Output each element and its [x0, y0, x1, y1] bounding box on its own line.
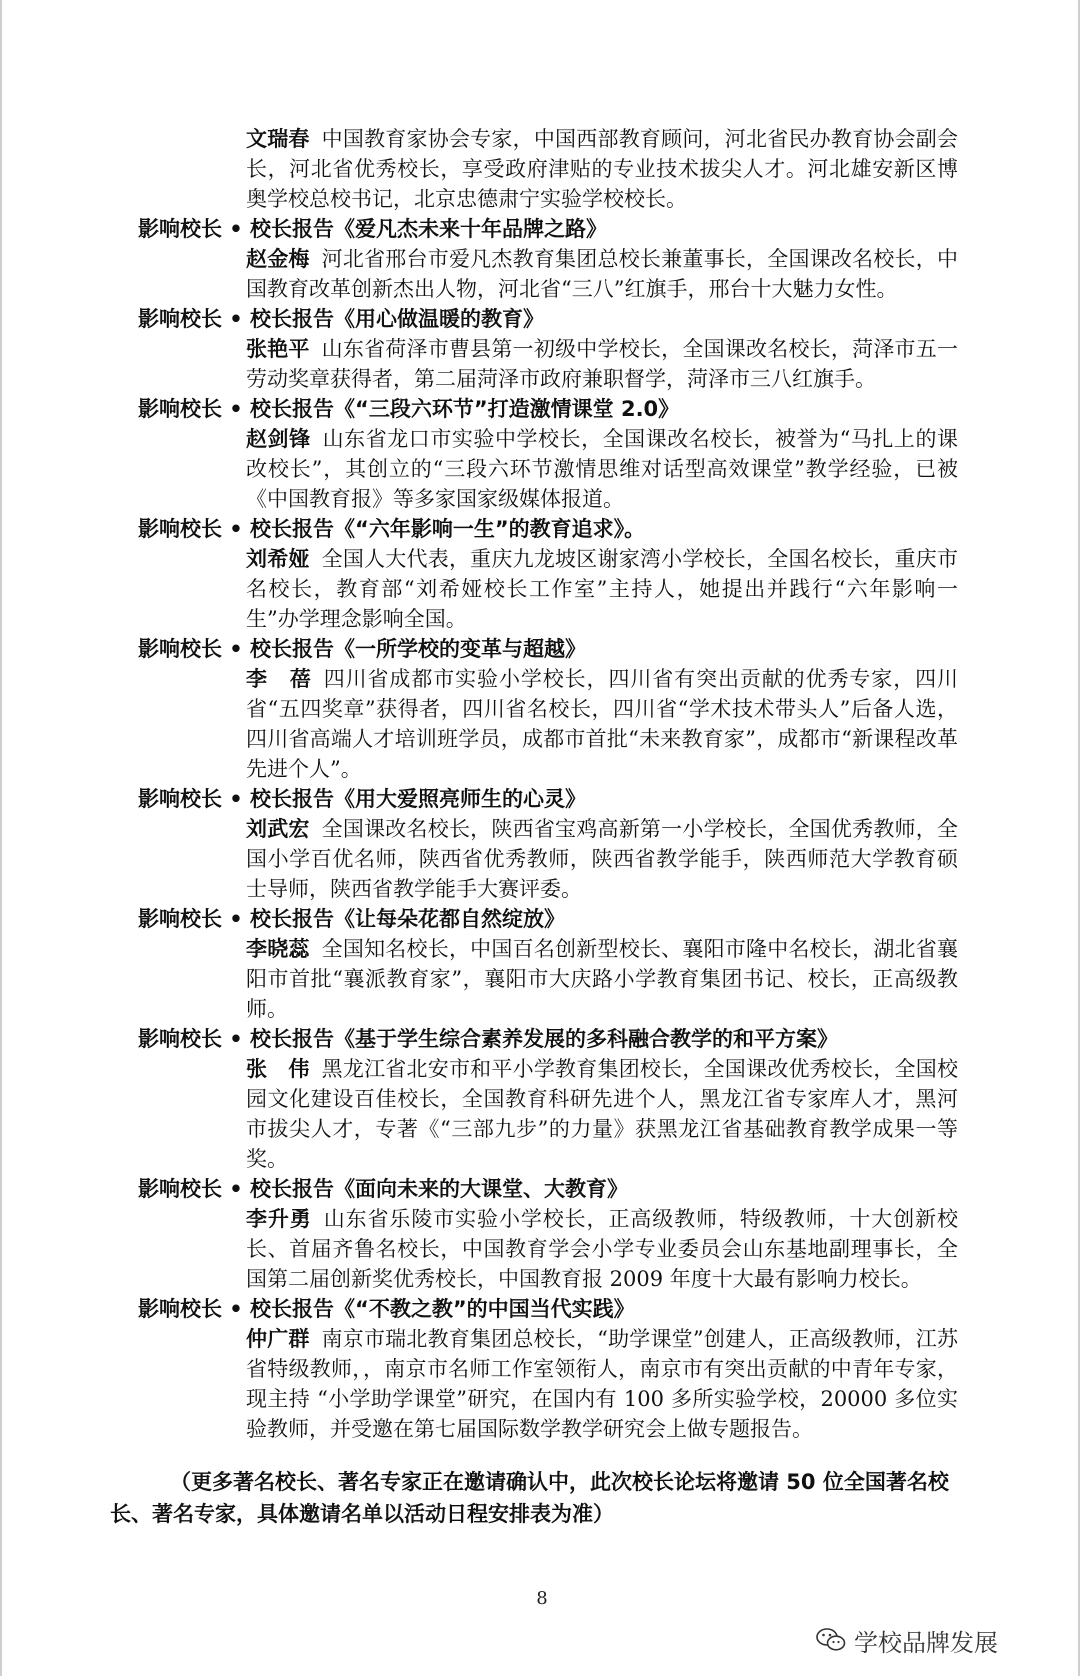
speaker-description: 全国知名校长，中国百名创新型校长、襄阳市隆中名校长，湖北省襄阳市首批“襄派教育家”，襄阳市大庆路小学教育集团书记、校长，正高级教师。 — [246, 937, 958, 1021]
speaker-bio — [138, 934, 958, 1024]
speaker-bio — [138, 334, 958, 394]
speaker-list — [138, 124, 958, 1444]
speaker-bio — [138, 1324, 958, 1444]
speaker-description: 山东省乐陵市实验小学校长，正高级教师，特级教师，十大创新校长、首届齐鲁名校长，中国教育学会小学专业委员会山东基地副理事长，全国第二届创新奖优秀校长，中国教育报 2009 年度十大最有影响力校长。 — [246, 1207, 959, 1291]
speaker-description: 山东省荷泽市曹县第一初级中学校长，全国课改名校长，菏泽市五一劳动奖章获得者，第二届菏泽市政府兼职督学，菏泽市三八红旗手。 — [246, 337, 958, 391]
watermark — [816, 1620, 998, 1660]
speaker-name: 李晓蕊 — [246, 937, 310, 961]
report-heading: 影响校长 • 校长报告《用心做温暖的教育》 — [138, 307, 545, 331]
speaker-name: 刘希娅 — [246, 547, 310, 571]
speaker-description: 四川省成都市实验小学校长，四川省有突出贡献的优秀专家，四川省“五四奖章”获得者，四川省名校长，四川省“学术技术带头人”后备人选，四川省高端人才培训班学员，成都市首批“未来教育家”，成都市“新课程改革先进个人”。 — [246, 667, 959, 781]
report-entry — [138, 634, 958, 784]
speaker-name: 张 伟 — [246, 1057, 310, 1081]
speaker-bio — [138, 424, 958, 514]
speaker-description: 黑龙江省北安市和平小学教育集团校长，全国课改优秀校长，全国校园文化建设百佳校长，全国教育科研先进个人，黑龙江省专家库人才，黑河市拔尖人才，专著《“三部九步”的力量》获黑龙江省基础教育教学成果一等奖。 — [246, 1057, 958, 1171]
report-heading: 影响校长 • 校长报告《用大爱照亮师生的心灵》 — [138, 787, 587, 811]
speaker-name: 李升勇 — [246, 1207, 312, 1231]
report-entry — [138, 304, 958, 394]
speaker-description: 河北省邢台市爱凡杰教育集团总校长兼董事长，全国课改名校长，中国教育改革创新杰出人物，河北省“三八”红旗手，邢台十大魅力女性。 — [246, 247, 958, 301]
speaker-description: 全国人大代表，重庆九龙坡区谢家湾小学校长，全国名校长，重庆市名校长，教育部“刘希娅校长工作室”主持人，她提出并践行“六年影响一生”办学理念影响全国。 — [246, 547, 958, 631]
wechat-icon — [816, 1627, 846, 1653]
speaker-bio — [138, 664, 958, 784]
report-heading: 影响校长 • 校长报告《一所学校的变革与超越》 — [138, 637, 587, 661]
report-heading: 影响校长 • 校长报告《“六年影响一生”的教育追求》。 — [138, 517, 646, 541]
report-entry — [138, 1294, 958, 1444]
report-entry — [138, 904, 958, 1024]
report-entry — [138, 514, 958, 634]
speaker-name: 文瑞春 — [246, 127, 310, 151]
speaker-name: 赵金梅 — [246, 247, 310, 271]
speaker-name: 刘武宏 — [246, 817, 310, 841]
speaker-name: 赵剑锋 — [246, 427, 311, 451]
speaker-name: 张艳平 — [246, 337, 310, 361]
speaker-bio — [138, 1054, 958, 1174]
speaker-bio — [138, 544, 958, 634]
report-list — [138, 214, 958, 1444]
report-entry — [138, 784, 958, 904]
watermark-text: 学校品牌发展 — [854, 1628, 998, 1657]
page-number: 8 — [536, 1588, 548, 1609]
speaker-entry — [138, 124, 958, 214]
speaker-name: 仲广群 — [246, 1327, 310, 1351]
speaker-name: 李 蓓 — [246, 667, 312, 691]
speaker-bio — [138, 1204, 958, 1294]
report-heading: 影响校长 • 校长报告《基于学生综合素养发展的多科融合教学的和平方案》 — [138, 1027, 839, 1051]
report-heading: 影响校长 • 校长报告《面向未来的大课堂、大教育》 — [138, 1177, 629, 1201]
report-heading: 影响校长 • 校长报告《“不教之教”的中国当代实践》 — [138, 1297, 635, 1321]
speaker-description: 中国教育家协会专家，中国西部教育顾问，河北省民办教育协会副会长，河北省优秀校长，享受政府津贴的专业技术拔尖人才。河北雄安新区博奥学校总校书记，北京忠德肃宁实验学校校长。 — [246, 127, 958, 211]
report-entry — [138, 1024, 958, 1174]
report-heading: 影响校长 • 校长报告《“三段六环节”打造激情课堂 2.0》 — [138, 397, 680, 421]
report-heading: 影响校长 • 校长报告《爱凡杰未来十年品牌之路》 — [138, 217, 608, 241]
report-entry — [138, 1174, 958, 1294]
speaker-description: 全国课改名校长，陕西省宝鸡高新第一小学校长，全国优秀教师，全国小学百优名师，陕西省优秀教师，陕西省教学能手，陕西师范大学教育硕士导师，陕西省教学能手大赛评委。 — [246, 817, 958, 901]
closing-note: （更多著名校长、著名专家正在邀请确认中，此次校长论坛将邀请 50 位全国著名校长、著名专家，具体邀请名单以活动日程安排表为准） — [110, 1470, 949, 1526]
speaker-description: 山东省龙口市实验中学校长，全国课改名校长，被誉为“马扎上的课改校长”，其创立的“三段六环节激情思维对话型高效课堂”教学经验，已被《中国教育报》等多家国家级媒体报道。 — [246, 427, 959, 511]
report-entry — [138, 214, 958, 304]
speaker-bio — [138, 814, 958, 904]
report-heading: 影响校长 • 校长报告《让每朵花都自然绽放》 — [138, 907, 566, 931]
report-entry — [138, 394, 958, 514]
speaker-bio — [138, 124, 958, 214]
speaker-bio — [138, 244, 958, 304]
speaker-description: 南京市瑞北教育集团总校长，“助学课堂”创建人，正高级教师，江苏省特级教师，，南京市名师工作室领衔人，南京市有突出贡献的中青年专家，现主持 “小学助学课堂”研究，在国内有 100 多所实验学校，20000 多位实验教师，并受邀在第七届国际数学教学研究会上做专题报告。 — [246, 1327, 958, 1441]
